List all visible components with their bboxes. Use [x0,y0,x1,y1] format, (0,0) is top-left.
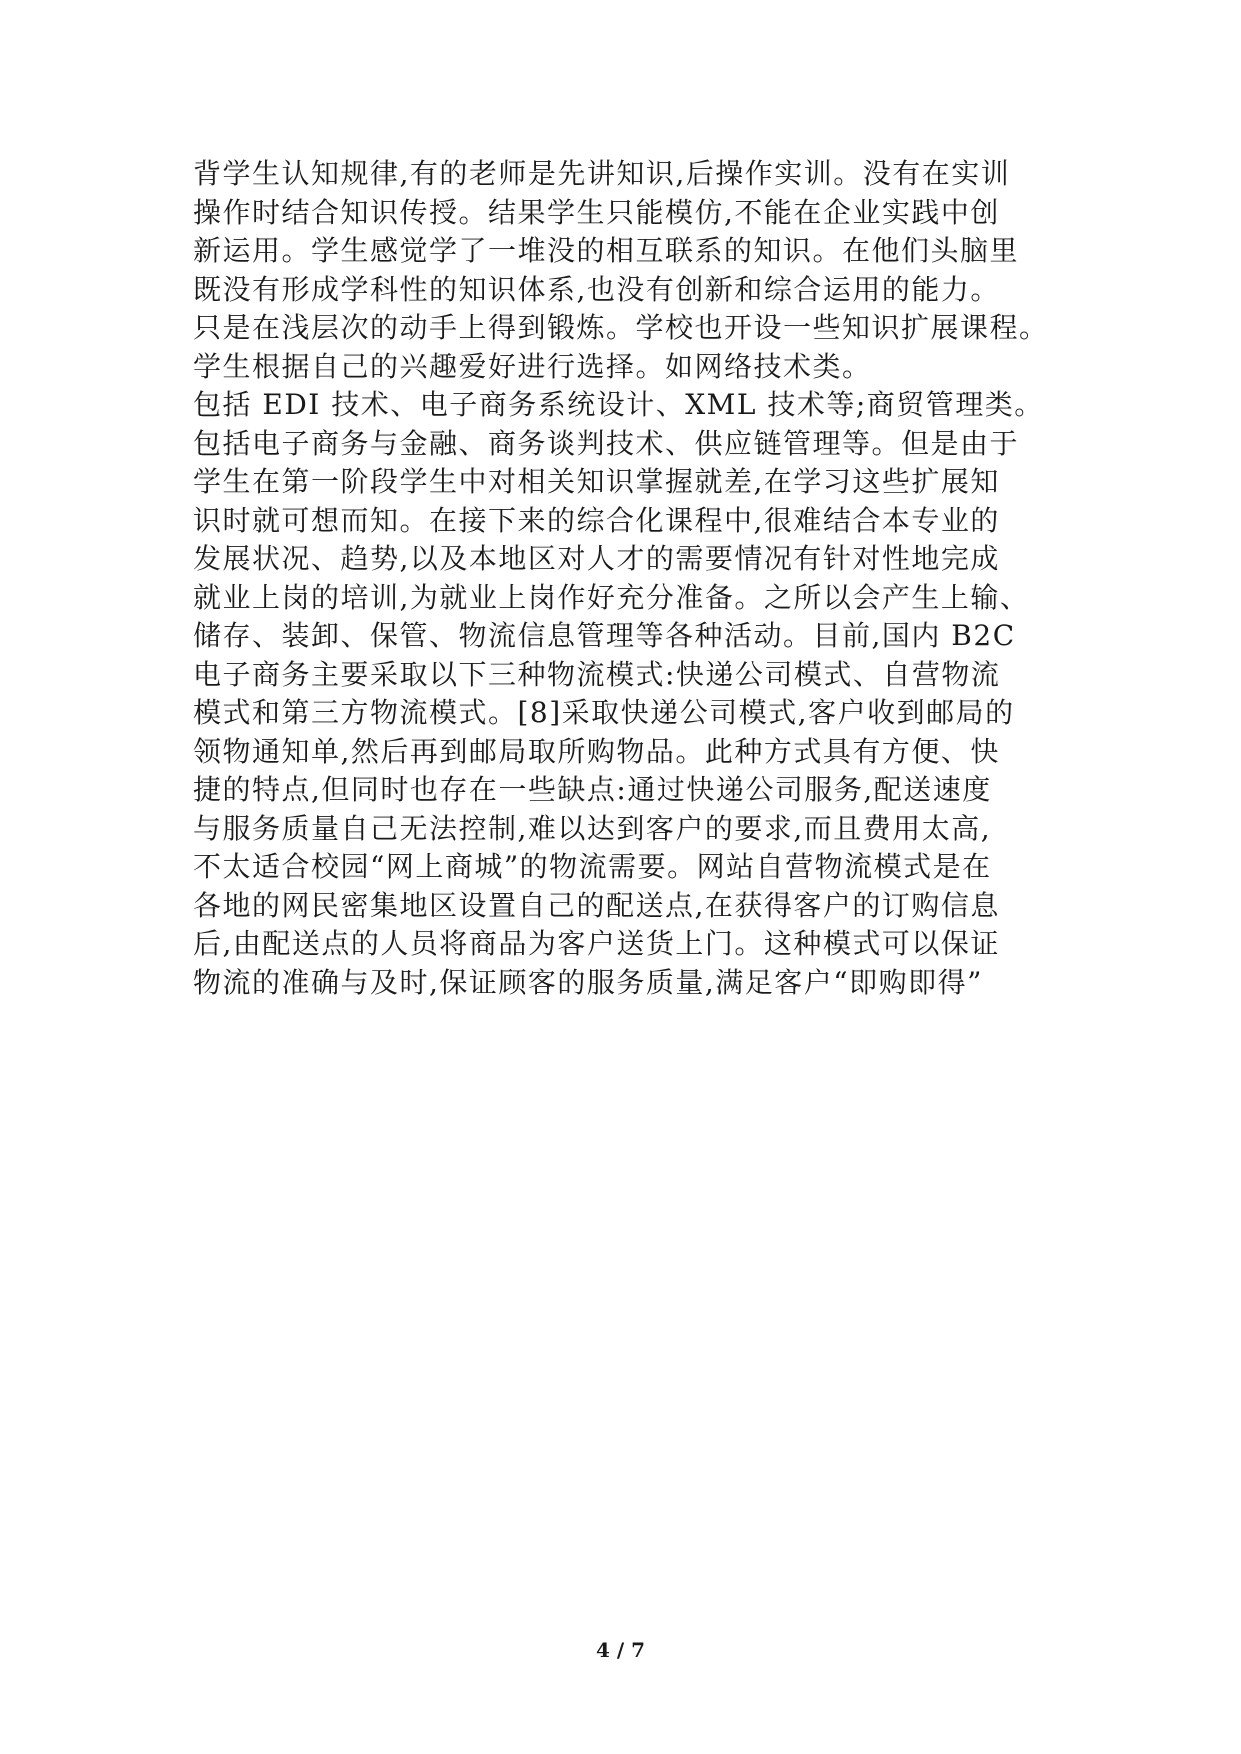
text-line: 新运用。学生感觉学了一堆没的相互联系的知识。在他们头脑里 [193,234,1020,267]
text-line: 电子商务主要采取以下三种物流模式:快递公司模式、自营物流 [193,657,1001,691]
text-line: 后,由配送点的人员将商品为客户送货上门。这种模式可以保证 [193,927,1000,960]
text-line: 物流的准确与及时,保证顾客的服务质量,满足客户“即购即得” [193,965,983,999]
text-line: 操作时结合知识传授。结果学生只能模仿,不能在企业实践中创 [193,195,1000,229]
text-line: 包括电子商务与金融、商务谈判技术、供应链管理等。但是由于 [193,426,1020,460]
text-line: 发展状况、趋势,以及本地区对人才的需要情况有针对性地完成 [193,542,1000,575]
text-line: 各地的网民密集地区设置自己的配送点,在获得客户的订购信息 [193,888,1000,922]
text-line: 模式和第三方物流模式。[8]采取快递公司模式,客户收到邮局的 [193,696,1015,729]
text-line: 背学生认知规律,有的老师是先讲知识,后操作实训。没有在实训 [193,157,1011,190]
text-line: 就业上岗的培训,为就业上岗作好充分准备。之所以会产生上输、 [193,580,1030,614]
text-line: 只是在浅层次的动手上得到锻炼。学校也开设一些知识扩展课程。 [193,311,1049,344]
text-line: 不太适合校园“网上商城”的物流需要。网站自营物流模式是在 [193,850,992,883]
text-line: 既没有形成学科性的知识体系,也没有创新和综合运用的能力。 [193,272,1000,306]
text-line: 领物通知单,然后再到邮局取所购物品。此种方式具有方便、快 [193,734,1000,768]
text-line: 储存、装卸、保管、物流信息管理等各种活动。目前,国内 B2C [193,619,1016,652]
body-text [193,155,1073,1002]
page-number: 4 / 7 [595,1638,646,1662]
text-line: 识时就可想而知。在接下来的综合化课程中,很难结合本专业的 [193,503,1000,537]
text-line: 学生在第一阶段学生中对相关知识掌握就差,在学习这些扩展知 [193,465,1000,498]
text-line: 包括 EDI 技术、电子商务系统设计、XML 技术等;商贸管理类。 [193,388,1044,421]
text-line: 与服务质量自己无法控制,难以达到客户的要求,而且费用太高, [193,811,992,845]
text-line: 捷的特点,但同时也存在一些缺点:通过快递公司服务,配送速度 [193,773,992,806]
text-line: 学生根据自己的兴趣爱好进行选择。如网络技术类。 [193,349,872,383]
